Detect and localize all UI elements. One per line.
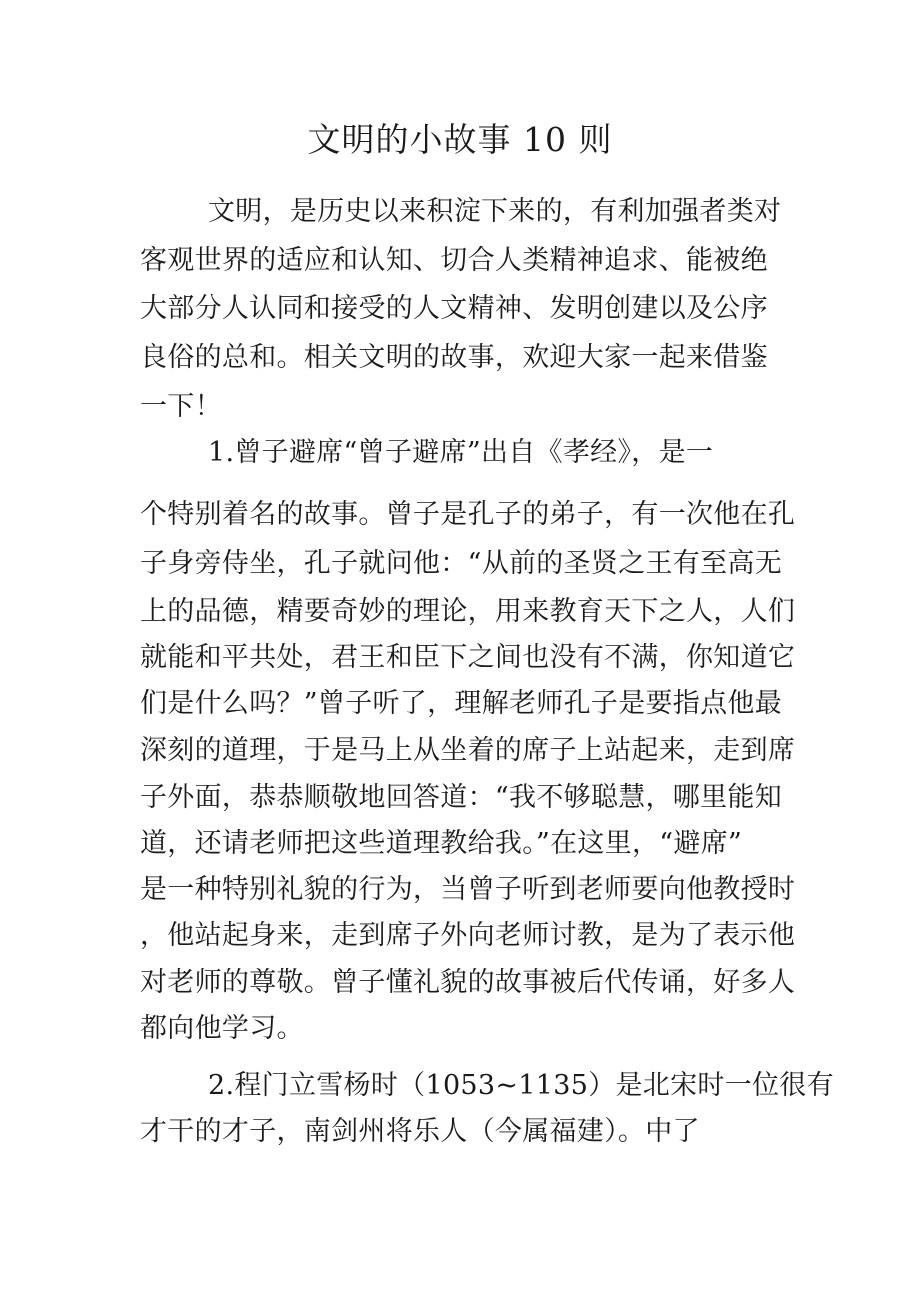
story1-heading: 1.曾子避席“曾子避席”出自《孝经》，是一	[208, 437, 714, 468]
story2-heading: 2.程门立雪杨时（1053~1135）是北宋时一位很有	[208, 1070, 834, 1101]
story1-line-4: 就能和平共处，君王和臣下之间也没有不满，你知道它	[140, 642, 796, 673]
intro-line-4: 良俗的总和。相关文明的故事，欢迎大家一起来借鉴	[140, 342, 768, 373]
story1-line-3: 上的品德，精要奇妙的理论，用来教育天下之人，人们	[140, 596, 796, 627]
intro-line-2: 客观世界的适应和认知、切合人类精神追求、能被绝	[140, 245, 768, 276]
document-title: 文明的小故事 10 则	[307, 120, 613, 159]
story2-line-2: 才干的才子，南剑州将乐人（今属福建）。中了	[140, 1116, 700, 1147]
story1-line-11: 对老师的尊敬。曾子懂礼貌的故事被后代传诵，好多人	[140, 967, 796, 998]
story1-line-8: 道，还请老师把这些道理教给我。”在这里，“避席”	[140, 828, 743, 859]
story1-line-2: 子身旁侍坐，孔子就问他：“从前的圣贤之王有至高无	[140, 548, 783, 579]
story1-line-10: ，他站起身来，走到席子外向老师讨教，是为了表示他	[140, 920, 796, 951]
intro-line-5: 一下！	[140, 391, 222, 422]
story1-line-12: 都向他学习。	[140, 1013, 304, 1044]
story1-line-9: 是一种特别礼貌的行为，当曾子听到老师要向他教授时	[140, 874, 796, 905]
story1-line-6: 深刻的道理，于是马上从坐着的席子上站起来，走到席	[140, 735, 796, 766]
story1-line-1: 个特别着名的故事。曾子是孔子的弟子，有一次他在孔	[140, 499, 796, 530]
story1-line-7: 子外面，恭恭顺敬地回答道：“我不够聪慧，哪里能知	[140, 782, 783, 813]
intro-line-1: 文明，是历史以来积淀下来的，有利加强者类对	[208, 196, 782, 227]
story1-line-5: 们是什么吗？”曾子听了，理解老师孔子是要指点他最	[140, 688, 783, 719]
intro-line-3: 大部分人认同和接受的人文精神、发明创建以及公序	[140, 293, 768, 324]
